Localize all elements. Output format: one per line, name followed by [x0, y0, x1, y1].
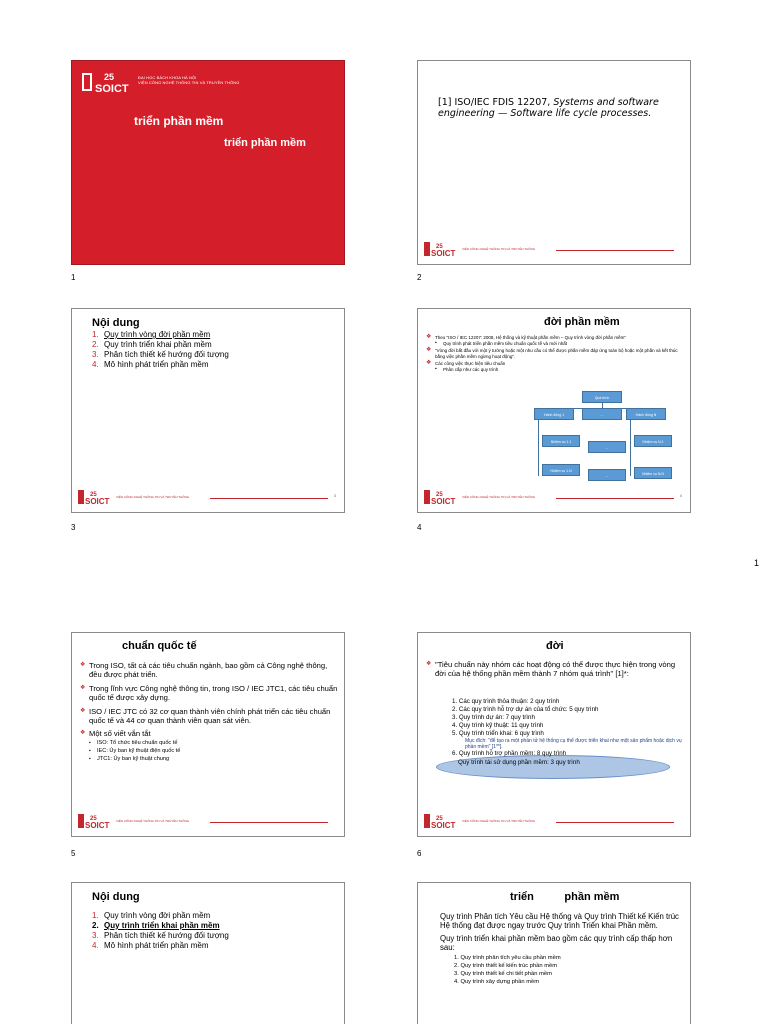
toc-item: 2. Quy trình triển khai phần mềm [92, 921, 220, 930]
slide-number-6: 6 [417, 849, 422, 858]
svg-text:25: 25 [436, 244, 443, 250]
slide-number-1: 1 [71, 273, 76, 282]
slide-6-bullets: ❖ "Tiêu chuẩn này nhóm các hoạt động có thể được thực hiện trong vòng đời của hệ thống phần mềm thành 7 nhóm quá trình" [1]*: [426, 660, 686, 678]
slide-number-5: 5 [71, 849, 76, 858]
chart-task-n-n: Nhiệm vụ N.N [634, 467, 672, 479]
footer-logo [78, 488, 112, 506]
toc-item: 3. Phân tích thiết kế hướng đối tượng [92, 931, 229, 940]
slide-3-thumbnail[interactable] [71, 308, 345, 513]
footer-logo [424, 240, 458, 258]
toc-item: 1. Quy trình vòng đời phần mềm [92, 330, 211, 339]
chart-task-mid-2: ... [588, 469, 626, 481]
table-of-contents [92, 330, 229, 370]
slide-number-3: 3 [71, 523, 76, 532]
chart-task-1-1: Nhiệm vụ 1.1 [542, 435, 580, 447]
chart-root: Quá trình [582, 391, 622, 403]
slide-6-thumbnail[interactable] [417, 632, 691, 837]
slide-7-title: Nội dung [92, 891, 140, 903]
svg-text:25: 25 [436, 816, 443, 822]
svg-text:25: 25 [90, 492, 97, 498]
svg-text:SOICT: SOICT [431, 497, 456, 506]
chart-action-n: Hành động N [626, 408, 666, 420]
toc-item: 1. Quy trình vòng đời phần mềm [92, 911, 211, 920]
svg-text:SOICT: SOICT [85, 821, 110, 830]
svg-text:SOICT: SOICT [85, 497, 110, 506]
slide-number-4: 4 [417, 523, 422, 532]
slide-1-thumbnail[interactable] [71, 60, 345, 265]
university-name: ĐẠI HỌC BÁCH KHOA HÀ NỘI VIỆN CÔNG NGHỆ THÔNG TIN VÀ TRUYỀN THÔNG [138, 75, 240, 85]
logo-text: SOICT [95, 83, 129, 95]
process-group-list: 1. Các quy trình thỏa thuận: 2 quy trình 2. Các quy trình hỗ trợ dự án của tổ chức: 5 quy trình 3. Quy trình dự án: 7 quy trình 4. Quy trình kỹ thuật: 11 quy trình 5. Quy trình triển khai: 6 quy trình Mục đích: "để tạo ra một phần tử hệ thống cụ thể được triển khai như một sản phẩm hoặc dịch vụ phần mềm" [1**]. 6. Quy trình hỗ trợ phần mềm: 8 quy trình Quy trình tái sử dụng phần mềm: 3 quy trình [452, 698, 682, 766]
footer-logo [78, 812, 112, 830]
svg-text:SOICT: SOICT [431, 821, 456, 830]
slide-5-thumbnail[interactable] [71, 632, 345, 837]
footer-logo [424, 488, 458, 506]
chart-task-mid-1: ... [588, 441, 626, 453]
svg-text:25: 25 [90, 816, 97, 822]
slide-1-subtitle: triển phần mềm [224, 137, 306, 149]
chart-task-n-1: Nhiệm vụ N.1 [634, 435, 672, 447]
slide-8-thumbnail[interactable] [417, 882, 691, 1024]
footer-slide-number: 4 [679, 493, 682, 498]
slide-8-title: triển phần mềm [510, 891, 620, 903]
slide-3-title: Nội dung [92, 317, 140, 329]
table-of-contents [92, 911, 229, 951]
chart-action-mid: ... [582, 408, 622, 420]
slide-footer: 25 SOICT VIỆN CÔNG NGHỆ THÔNG TIN VÀ TRUYỀN THÔNG 3 [78, 488, 338, 506]
slide-5-bullets: ❖ Trong ISO, tất cả các tiêu chuẩn ngành, bao gồm cả Công nghệ thông, đều được phát triển. ❖ Trong lĩnh vực Công nghệ thông tin, trong ISO / IEC JTC1, các tiêu chuẩn quốc tế được xây dựng. ❖ ISO / IEC JTC có 32 cơ quan thành viên chính phát triển các tiêu chuẩn quốc tế và 44 cơ quan thành viên quan sát viên. ❖ Một số viết vắn tắt ▪ ISO: Tổ chức tiêu chuẩn quốc tế ▪ IEC: Ủy ban kỹ thuật điện quốc tế ▪ JTC1: Ủy ban kỹ thuật chung [80, 661, 340, 763]
slide-4-bullets: ❖ Theo "ISO / IEC 12207: 2008, Hệ thống và kỹ thuật phần mềm – Quy trình vòng đời phần mềm" ▪ Quy trình phát triển phần mềm tiêu chuẩn quốc tế và mới nhất ❖ "Vòng đời bắt đầu với một ý tưởng hoặc một nhu cầu có thể được phần mềm đáp ứng toàn bộ hoặc một phần và kết thúc bằng việc phần mềm ngừng hoạt động". ❖ Các công việc thực hiện tiêu chuẩn ▪ Phân cấp như các quy trình [426, 335, 684, 373]
slide-number-2: 2 [417, 273, 422, 282]
slide-footer: 25 SOICT VIỆN CÔNG NGHỆ THÔNG TIN VÀ TRUYỀN THÔNG 4 [424, 488, 684, 506]
slide-footer: 25 SOICT VIỆN CÔNG NGHỆ THÔNG TIN VÀ TRUYỀN THÔNG [78, 812, 338, 830]
slide-4-thumbnail[interactable] [417, 308, 691, 513]
slide-1-title: triển phần mềm [134, 114, 224, 128]
footer-logo [424, 812, 458, 830]
chart-action-1: Hành động 1 [534, 408, 574, 420]
reference-text: [1] ISO/IEC FDIS 12207, Systems and software engineering — Software life cycle processes. [438, 97, 659, 119]
slide-6-title: đời [546, 640, 564, 652]
purpose-text: Mục đích: "để tạo ra một phần tử hệ thống cụ thể được triển khai như một sản phẩm hoặc dịch vụ phần mềm" [1**]. [465, 738, 682, 751]
svg-text:25: 25 [436, 492, 443, 498]
toc-item: 3. Phân tích thiết kế hướng đối tượng [92, 350, 229, 359]
slide-4-title: đời phần mềm [544, 316, 620, 328]
toc-item: 2. Quy trình triển khai phần mềm [92, 340, 212, 349]
slide-8-body: Quy trình Phân tích Yêu cầu Hệ thống và Quy trình Thiết kế Kiến trúc Hệ thống đạt được ngay trước Quy trình Triển khai Phần mềm. Quy trình triển khai phần mềm bao gồm các quy trình cấp thấp hơn sau: 1. Quy trình phân tích yêu cầu phần mềm 2. Quy trình thiết kế kiến trúc phần mềm 3. Quy trình thiết kế chi tiết phần mềm 4. Quy trình xây dựng phần mềm [440, 912, 679, 985]
slide-2-thumbnail[interactable] [417, 60, 691, 265]
chart-task-1-n: Nhiệm vụ 1.N [542, 464, 580, 476]
page-number: 1 [754, 558, 760, 568]
logo-number: 25 [104, 72, 115, 82]
soict-logo [82, 69, 132, 95]
footer-text: VIỆN CÔNG NGHỆ THÔNG TIN VÀ TRUYỀN THÔNG [462, 247, 536, 251]
slide-footer [424, 240, 684, 258]
slide-footer: 25 SOICT VIỆN CÔNG NGHỆ THÔNG TIN VÀ TRUYỀN THÔNG [424, 812, 684, 830]
toc-item: 4. Mô hình phát triển phần mềm [92, 941, 209, 950]
footer-line [556, 250, 674, 251]
footer-slide-number: 3 [333, 493, 336, 498]
slide-7-thumbnail[interactable] [71, 882, 345, 1024]
toc-item: 4. Mô hình phát triển phần mềm [92, 360, 209, 369]
svg-text:SOICT: SOICT [431, 249, 456, 258]
slide-5-title: chuẩn quốc tế [122, 640, 197, 652]
